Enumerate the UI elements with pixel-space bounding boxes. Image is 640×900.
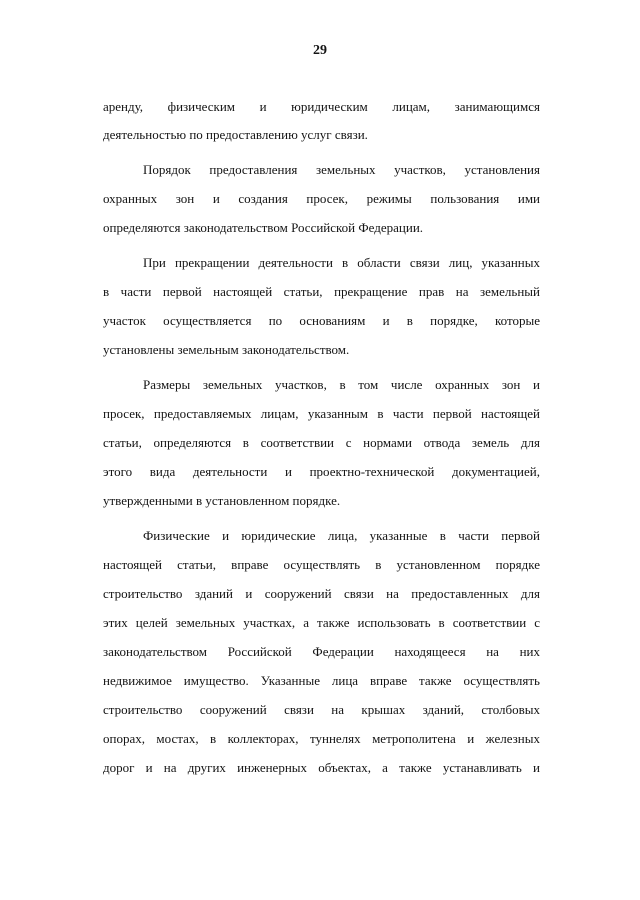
text-line: установлены земельным законодательством. — [103, 342, 350, 357]
text-line: аренду, физическим и юридическим лицам, занимающимся — [103, 99, 540, 114]
text-line: этих целей земельных участках, а также использовать в соответствии с — [103, 615, 540, 630]
text-line: недвижимое имущество. Указанные лица вправе также осуществлять — [103, 673, 540, 688]
text-line: участок осуществляется по основаниям и в порядке, которые — [103, 313, 540, 328]
text-line: дорог и на других инженерных объектах, а также устанавливать и — [103, 760, 540, 775]
text-line: в части первой настоящей статьи, прекращение прав на земельный — [103, 284, 540, 299]
text-line: настоящей статьи, вправе осуществлять в установленном порядке — [103, 557, 540, 572]
text-line: охранных зон и создания просек, режимы пользования ими — [103, 191, 540, 206]
text-line: При прекращении деятельности в области связи лиц, указанных — [143, 255, 540, 270]
page-number: 29 — [313, 43, 327, 58]
text-line: этого вида деятельности и проектно-технической документацией, — [103, 464, 540, 479]
text-line: строительство зданий и сооружений связи на предоставленных для — [103, 586, 540, 601]
text-line: Порядок предоставления земельных участков, установления — [143, 162, 540, 177]
text-line: утвержденными в установленном порядке. — [103, 493, 341, 508]
text-line: опорах, мостах, в коллекторах, туннелях метрополитена и железных — [103, 731, 540, 746]
text-line: просек, предоставляемых лицам, указанным в части первой настоящей — [103, 406, 540, 421]
text-line: строительство сооружений связи на крышах зданий, столбовых — [103, 702, 540, 717]
text-line: Размеры земельных участков, в том числе охранных зон и — [143, 377, 540, 392]
text-line: определяются законодательством Российской Федерации. — [103, 220, 424, 235]
text-line: статьи, определяются в соответствии с нормами отвода земель для — [103, 435, 540, 450]
text-line: Физические и юридические лица, указанные в части первой — [143, 528, 540, 543]
text-line: деятельностью по предоставлению услуг связи. — [103, 127, 368, 142]
text-line: законодательством Российской Федерации находящееся на них — [103, 644, 540, 659]
